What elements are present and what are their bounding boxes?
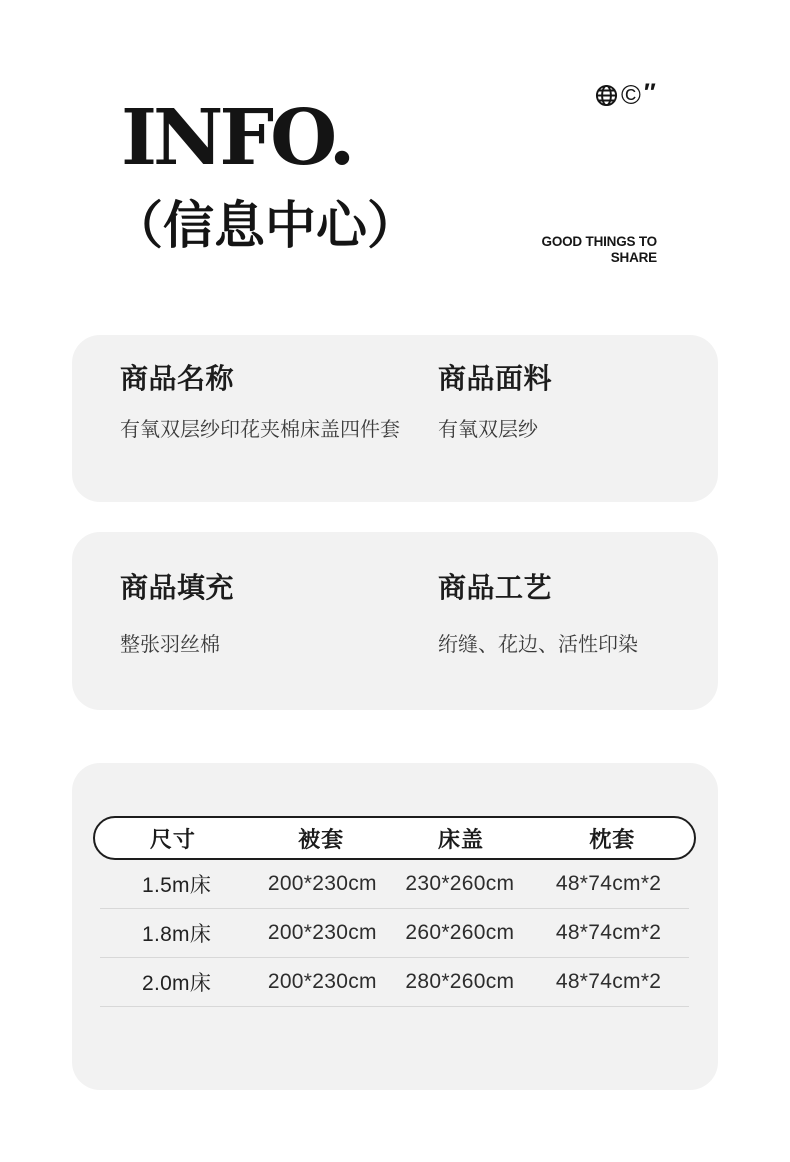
card-product-filling-craft [72,532,718,710]
column-header-pillowcase: 枕套 [589,826,636,852]
field-value: 有氧双层纱 [438,419,538,442]
cell-bed-size: 2.0m床 [141,972,212,995]
card-product-name-fabric [72,335,718,502]
cell-bed-size: 1.8m床 [141,923,212,946]
copyright-icon: © [621,80,641,110]
field-label: 商品填充 [120,572,235,603]
tagline [542,234,657,266]
field-label: 商品名称 [120,363,235,394]
cell-bedspread: 230*260cm [405,872,515,895]
field-value: 绗缝、花边、活性印染 [438,634,638,657]
field-value: 有氧双层纱印花夹棉床盖四件套 [120,419,400,442]
cell-bedspread: 280*260cm [405,970,515,993]
column-header-size: 尺寸 [149,826,196,852]
field-product-filling [120,570,234,657]
tagline-line-1: GOOD THINGS TO [541,234,657,249]
size-table-header [93,816,696,860]
cell-pillowcase: 48*74cm*2 [555,872,662,895]
page-subtitle: （信息中心） [112,196,419,256]
cell-bedspread: 260*260cm [405,921,515,944]
cell-bed-size: 1.5m床 [141,874,212,897]
field-product-name [120,361,400,442]
table-row [100,860,689,909]
globe-icon [595,84,618,107]
page-title: INFO. [121,93,352,183]
cell-duvet-cover: 200*230cm [267,872,377,895]
field-label: 商品面料 [438,363,553,394]
field-value: 整张羽丝棉 [120,634,220,657]
field-product-fabric [438,361,552,442]
cell-pillowcase: 48*74cm*2 [555,970,662,993]
cell-pillowcase: 48*74cm*2 [555,921,662,944]
table-row [100,958,689,1007]
double-quote-icon: ″ [643,79,656,107]
brand-icons [595,79,656,110]
table-row [100,909,689,958]
card-size-table [72,763,718,1090]
column-header-bedspread: 床盖 [437,826,484,852]
cell-duvet-cover: 200*230cm [267,970,377,993]
field-product-craft [438,570,638,657]
size-table [93,816,696,1007]
cell-duvet-cover: 200*230cm [267,921,377,944]
column-header-duvet-cover: 被套 [298,826,345,852]
field-label: 商品工艺 [438,572,553,603]
tagline-line-2: SHARE [610,250,657,266]
